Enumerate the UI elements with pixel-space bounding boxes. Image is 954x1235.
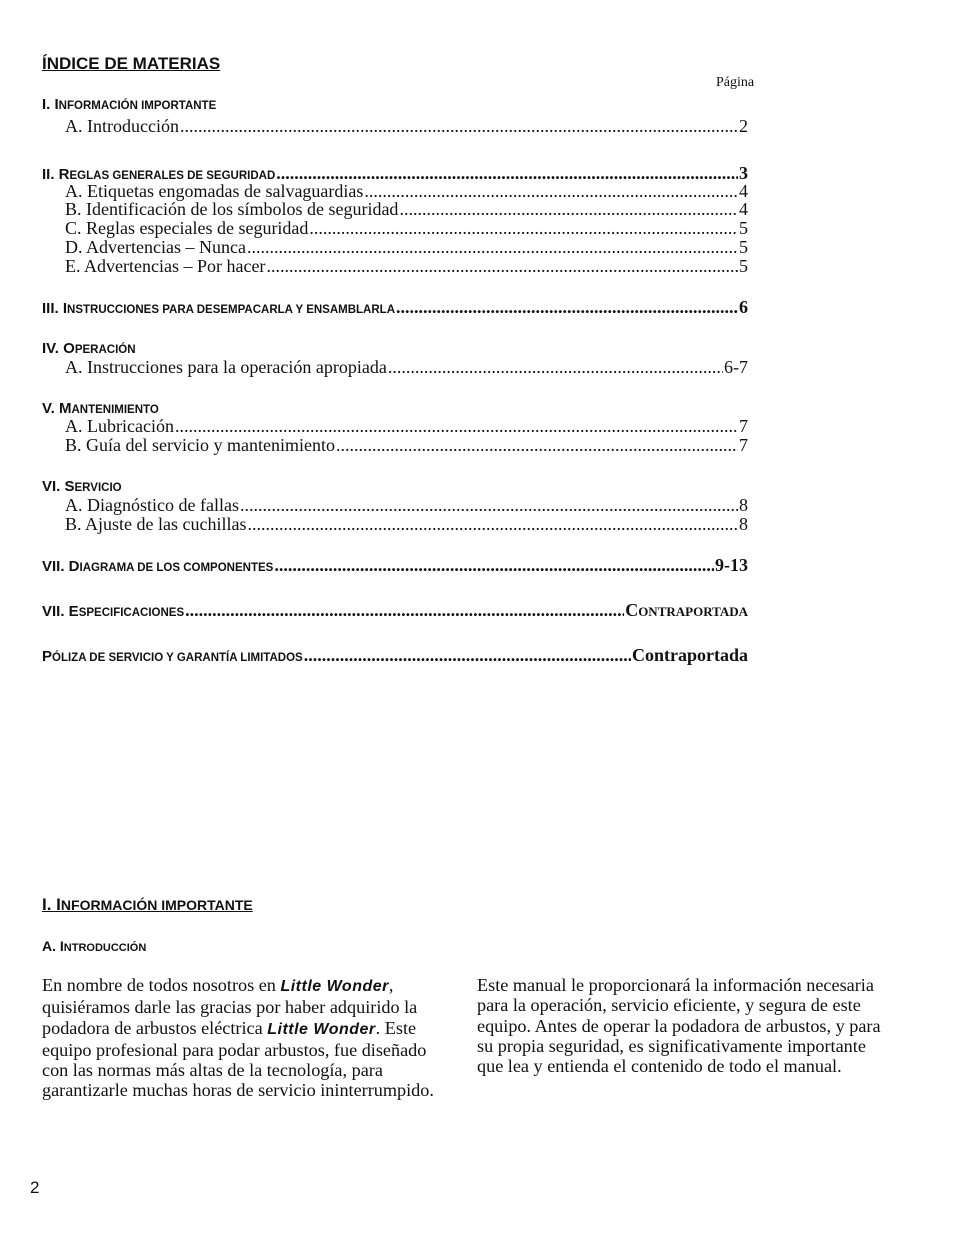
- section-title: I. INFORMACIÓN IMPORTANTE: [42, 895, 253, 914]
- toc-section-warranty[interactable]: PÓLIZA DE SERVICIO Y GARANTÍA LIMITADOS ..... Contraportada: [42, 645, 748, 666]
- toc-section-8[interactable]: VII. ESPECIFICACIONES ..... CONTRAPORTADA: [42, 600, 748, 621]
- toc-section-1[interactable]: I. INFORMACIÓN IMPORTANTE: [42, 96, 217, 113]
- brand-name: Little Wonder: [267, 1020, 376, 1038]
- toc-item[interactable]: C. Reglas especiales de seguridad ..... 5: [65, 218, 748, 239]
- toc-item[interactable]: A. Diagnóstico de fallas ..... 8: [65, 495, 748, 516]
- subsection-title: A. INTRODUCCIÓN: [42, 938, 147, 954]
- toc-title: ÍNDICE DE MATERIAS: [42, 54, 221, 73]
- toc-item[interactable]: A. Instrucciones para la operación apropiada ..... 6-7: [65, 357, 748, 378]
- intro-paragraph-left: En nombre de todos nosotros en Little Wonder, quisiéramos darle las gracias por haber adquirido la podadora de arbustos eléctrica Little Wonder. Este equipo profesional para podar arbustos, fue diseñado con las normas más altas de la tecnología, para garantizarle muchas horas de servicio ininterrumpido.: [42, 975, 434, 1101]
- brand-name: Little Wonder: [280, 978, 389, 995]
- toc-section-2[interactable]: II. REGLAS GENERALES DE SEGURIDAD ..... 3: [42, 163, 748, 184]
- toc-item[interactable]: B. Guía del servicio y mantenimiento ..... 7: [65, 435, 748, 456]
- toc-section-3[interactable]: III. INSTRUCCIONES PARA DESEMPACARLA Y ENSAMBLARLA ..... 6: [42, 297, 748, 318]
- toc-item[interactable]: A. Lubricación ..... 7: [65, 416, 748, 437]
- toc-item[interactable]: A. Etiquetas engomadas de salvaguardias ..... 4: [65, 181, 748, 202]
- toc-section-7[interactable]: VII. DIAGRAMA DE LOS COMPONENTES ..... 9-13: [42, 555, 748, 576]
- page-column-label: Página: [716, 75, 755, 90]
- page-number: 2: [30, 1178, 40, 1197]
- toc-item[interactable]: D. Advertencias – Nunca ..... 5: [65, 237, 748, 258]
- toc-item[interactable]: B. Identificación de los símbolos de seguridad ..... 4: [65, 199, 748, 220]
- toc-section-6[interactable]: VI. SERVICIO: [42, 478, 122, 495]
- toc-section-5[interactable]: V. MANTENIMIENTO: [42, 400, 159, 417]
- intro-paragraph-right: Este manual le proporcionará la información necesaria para la operación, servicio eficiente, y segura de este equipo. Antes de operar la podadora de arbustos, y para su propia seguridad, es significativamente importante que lea y entienda el contenido de todo el manual.: [477, 975, 881, 1077]
- toc-item[interactable]: B. Ajuste de las cuchillas ..... 8: [65, 514, 748, 535]
- toc-item[interactable]: E. Advertencias – Por hacer ..... 5: [65, 256, 748, 277]
- toc-section-4[interactable]: IV. OPERACIÓN: [42, 340, 136, 357]
- toc-item[interactable]: A. Introducción ..... 2: [65, 116, 748, 137]
